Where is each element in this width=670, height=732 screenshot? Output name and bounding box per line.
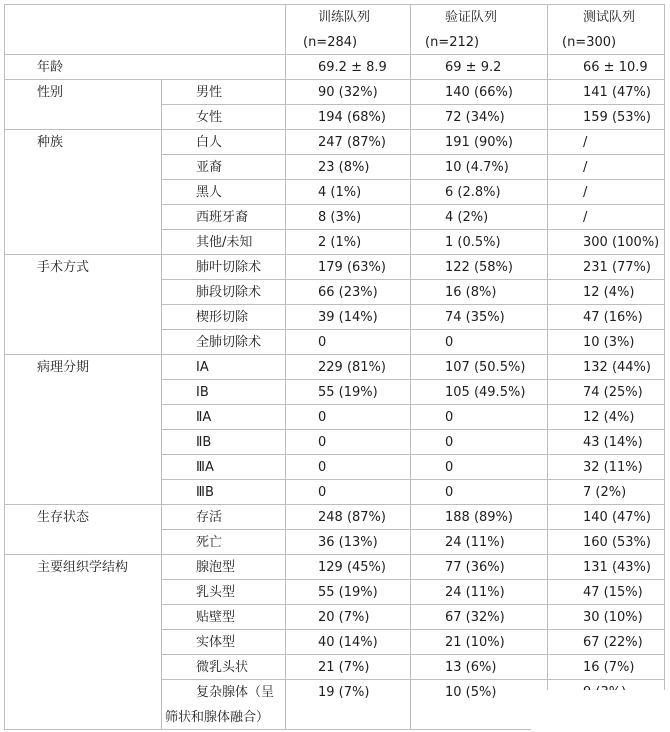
train-value: 40 (14%) xyxy=(286,630,411,655)
subgroup-label: 肺叶切除术 xyxy=(162,255,286,280)
test-value: 67 (22%) xyxy=(548,630,665,655)
group-label-age: 年龄 xyxy=(5,55,286,80)
subgroup-label: 亚裔 xyxy=(162,155,286,180)
subgroup-label: 白人 xyxy=(162,130,286,155)
train-value: 19 (7%) xyxy=(286,680,411,730)
group-label-sex: 性别 xyxy=(5,80,162,130)
test-value: 30 (10%) xyxy=(548,605,665,630)
subgroup-label: 肺段切除术 xyxy=(162,280,286,305)
test-value: / xyxy=(548,180,665,205)
validation-value: 16 (8%) xyxy=(411,280,548,305)
subgroup-label: 微乳头状 xyxy=(162,655,286,680)
validation-value: 13 (6%) xyxy=(411,655,548,680)
validation-value: 10 (5%) xyxy=(411,680,548,730)
subgroup-label-line: 筛状和腺体融合） xyxy=(165,710,270,725)
subgroup-label: 其他/未知 xyxy=(162,230,286,255)
train-value: 8 (3%) xyxy=(286,205,411,230)
train-value: 23 (8%) xyxy=(286,155,411,180)
header-count: (n=212) xyxy=(425,35,480,50)
test-value: / xyxy=(548,130,665,155)
train-value: 247 (87%) xyxy=(286,130,411,155)
subgroup-label: ⅠB xyxy=(162,380,286,405)
subgroup-label: ⅢB xyxy=(162,480,286,505)
subgroup-label: ⅡA xyxy=(162,405,286,430)
validation-value: 0 xyxy=(411,405,548,430)
train-value: 20 (7%) xyxy=(286,605,411,630)
validation-value: 188 (89%) xyxy=(411,505,548,530)
header-count: (n=300) xyxy=(562,35,617,50)
train-value: 0 xyxy=(286,430,411,455)
subgroup-label: ⅢA xyxy=(162,455,286,480)
validation-value: 74 (35%) xyxy=(411,305,548,330)
train-value: 0 xyxy=(286,330,411,355)
train-value: 129 (45%) xyxy=(286,555,411,580)
subgroup-label: 贴壁型 xyxy=(162,605,286,630)
test-value: 74 (25%) xyxy=(548,380,665,405)
header-title: 测试队列 xyxy=(583,10,636,25)
validation-value: 10 (4.7%) xyxy=(411,155,548,180)
subgroup-label: 腺泡型 xyxy=(162,555,286,580)
validation-value: 24 (11%) xyxy=(411,580,548,605)
test-value: 12 (4%) xyxy=(548,405,665,430)
test-value: 12 (4%) xyxy=(548,280,665,305)
test-value: 132 (44%) xyxy=(548,355,665,380)
validation-value: 72 (34%) xyxy=(411,105,548,130)
train-value: 36 (13%) xyxy=(286,530,411,555)
test-value: / xyxy=(548,155,665,180)
train-value: 194 (68%) xyxy=(286,105,411,130)
train-value: 179 (63%) xyxy=(286,255,411,280)
validation-value: 24 (11%) xyxy=(411,530,548,555)
group-label-stage: 病理分期 xyxy=(5,355,162,505)
header-validation-cohort xyxy=(411,5,548,55)
train-value: 0 xyxy=(286,455,411,480)
test-value: 141 (47%) xyxy=(548,80,665,105)
validation-value: 4 (2%) xyxy=(411,205,548,230)
subgroup-label: 存活 xyxy=(162,505,286,530)
train-value: 90 (32%) xyxy=(286,80,411,105)
test-value: 43 (14%) xyxy=(548,430,665,455)
header-count: (n=284) xyxy=(303,35,358,50)
test-value: 66 ± 10.9 xyxy=(548,55,665,80)
validation-value: 105 (49.5%) xyxy=(411,380,548,405)
validation-value: 77 (36%) xyxy=(411,555,548,580)
group-label-surgery: 手术方式 xyxy=(5,255,162,355)
train-value: 55 (19%) xyxy=(286,580,411,605)
test-value: 131 (43%) xyxy=(548,555,665,580)
validation-value: 107 (50.5%) xyxy=(411,355,548,380)
train-value: 248 (87%) xyxy=(286,505,411,530)
validation-value: 0 xyxy=(411,330,548,355)
validation-value: 0 xyxy=(411,455,548,480)
validation-value: 6 (2.8%) xyxy=(411,180,548,205)
header-title: 验证队列 xyxy=(445,10,498,25)
test-value: / xyxy=(548,205,665,230)
test-value: 140 (47%) xyxy=(548,505,665,530)
train-value: 21 (7%) xyxy=(286,655,411,680)
subgroup-label: ⅠA xyxy=(162,355,286,380)
subgroup-label: 死亡 xyxy=(162,530,286,555)
validation-value: 1 (0.5%) xyxy=(411,230,548,255)
test-value: 32 (11%) xyxy=(548,455,665,480)
subgroup-label: 实体型 xyxy=(162,630,286,655)
subgroup-label: ⅡB xyxy=(162,430,286,455)
group-label-race: 种族 xyxy=(5,130,162,255)
test-value: 160 (53%) xyxy=(548,530,665,555)
group-label-histology: 主要组织学结构 xyxy=(5,555,162,730)
subgroup-label: 女性 xyxy=(162,105,286,130)
occlusion-patch xyxy=(531,690,670,732)
train-value: 0 xyxy=(286,480,411,505)
subgroup-label: 楔形切除 xyxy=(162,305,286,330)
test-value: 47 (16%) xyxy=(548,305,665,330)
cohort-characteristics-table xyxy=(4,4,665,730)
train-value: 0 xyxy=(286,405,411,430)
subgroup-label: 全肺切除术 xyxy=(162,330,286,355)
header-test-cohort xyxy=(548,5,665,55)
validation-value: 122 (58%) xyxy=(411,255,548,280)
validation-value: 21 (10%) xyxy=(411,630,548,655)
subgroup-label: 乳头型 xyxy=(162,580,286,605)
test-value: 16 (7%) xyxy=(548,655,665,680)
subgroup-label: 黑人 xyxy=(162,180,286,205)
test-value: 7 (2%) xyxy=(548,480,665,505)
train-value: 4 (1%) xyxy=(286,180,411,205)
validation-value: 140 (66%) xyxy=(411,80,548,105)
test-value: 159 (53%) xyxy=(548,105,665,130)
validation-value: 67 (32%) xyxy=(411,605,548,630)
validation-value: 69 ± 9.2 xyxy=(411,55,548,80)
train-value: 55 (19%) xyxy=(286,380,411,405)
test-value: 300 (100%) xyxy=(548,230,665,255)
train-value: 39 (14%) xyxy=(286,305,411,330)
subgroup-label xyxy=(162,680,286,730)
subgroup-label-line: 复杂腺体（呈 xyxy=(196,685,275,700)
validation-value: 0 xyxy=(411,430,548,455)
header-title: 训练队列 xyxy=(318,10,371,25)
test-value: 10 (3%) xyxy=(548,330,665,355)
group-label-survival: 生存状态 xyxy=(5,505,162,555)
header-train-cohort xyxy=(286,5,411,55)
train-value: 66 (23%) xyxy=(286,280,411,305)
validation-value: 191 (90%) xyxy=(411,130,548,155)
train-value: 69.2 ± 8.9 xyxy=(286,55,411,80)
subgroup-label: 西班牙裔 xyxy=(162,205,286,230)
train-value: 229 (81%) xyxy=(286,355,411,380)
test-value: 231 (77%) xyxy=(548,255,665,280)
subgroup-label: 男性 xyxy=(162,80,286,105)
train-value: 2 (1%) xyxy=(286,230,411,255)
test-value: 47 (15%) xyxy=(548,580,665,605)
header-blank-cell xyxy=(5,5,286,55)
validation-value: 0 xyxy=(411,480,548,505)
